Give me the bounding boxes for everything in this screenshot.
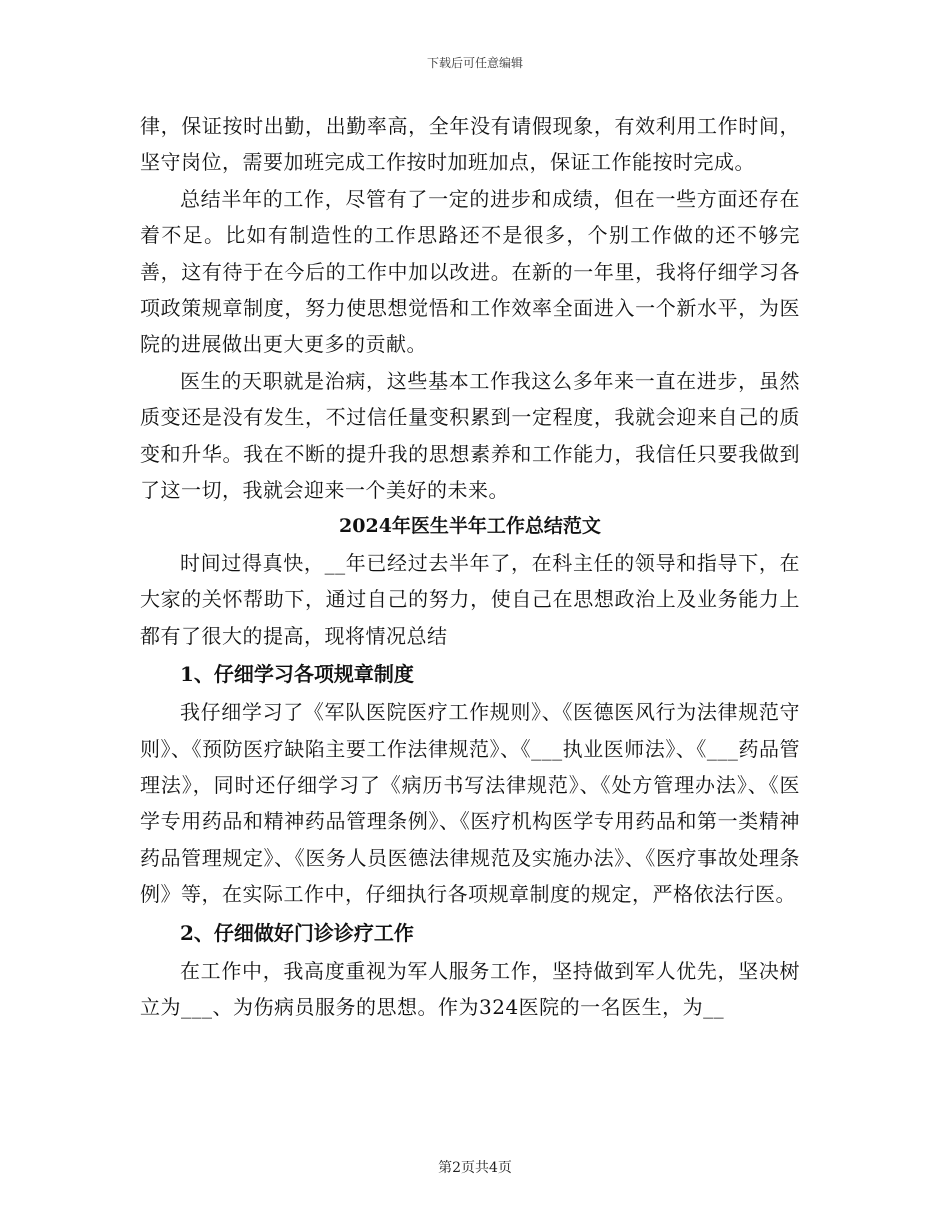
document-body bbox=[140, 108, 800, 1025]
paragraph-4: 时间过得真快，__年已经过去半年了，在科主任的领导和指导下，在大家的关怀帮助下，通过自己的努力，使自己在思想政治上及业务能力上都有了很大的提高，现将情况总结 bbox=[140, 550, 800, 648]
document-title: 2024年医生半年工作总结范文 bbox=[339, 515, 601, 538]
paragraph-2: 总结半年的工作，尽管有了一定的进步和成绩，但在一些方面还存在着不足。比如有制造性的工作思路还不是很多，个别工作做的还不够完善，这有待于在今后的工作中加以改进。在新的一年里，我将仔细学习各项政策规章制度，努力使思想觉悟和工作效率全面进入一个新水平，为医院的进展做出更大更多的贡献。 bbox=[140, 186, 800, 357]
paragraph-6: 在工作中，我高度重视为军人服务工作，坚持做到军人优先，坚决树立为___、为伤病员服务的思想。作为324医院的一名医生，为__ bbox=[140, 958, 800, 1019]
paragraph-3: 医生的天职就是治病，这些基本工作我这么多年来一直在进步，虽然质变还是没有发生，不过信任量变积累到一定程度，我就会迎来自己的质变和升华。我在不断的提升我的思想素养和工作能力，我信任只要我做到了这一切，我就会迎来一个美好的未来。 bbox=[140, 368, 800, 503]
section-heading-2: 2、仔细做好门诊诊疗工作 bbox=[180, 920, 414, 945]
paragraph-5: 我仔细学习了《军队医院医疗工作规则》、《医德医风行为法律规范守则》、《预防医疗缺陷主要工作法律规范》、《___执业医师法》、《___药品管理法》，同时还仔细学习了《病历书写法律规范》、《处方管理办法》、《医学专用药品和精神药品管理条例》、《医疗机构医学专用药品和第一类精神药品管理规定》、《医务人员医德法律规范及实施办法》、《医疗事故处理条例》等，在实际工作中，仔细执行各项规章制度的规定，严格依法行医。 bbox=[140, 700, 800, 907]
page-header: 下载后可任意编辑 bbox=[426, 56, 523, 70]
paragraph-1: 律，保证按时出勤，出勤率高，全年没有请假现象，有效利用工作时间，坚守岗位，需要加班完成工作按时加班加点，保证工作能按时完成。 bbox=[140, 114, 800, 175]
section-heading-1: 1、仔细学习各项规章制度 bbox=[180, 662, 414, 687]
page-footer: 第2页共4页 bbox=[438, 1160, 512, 1176]
